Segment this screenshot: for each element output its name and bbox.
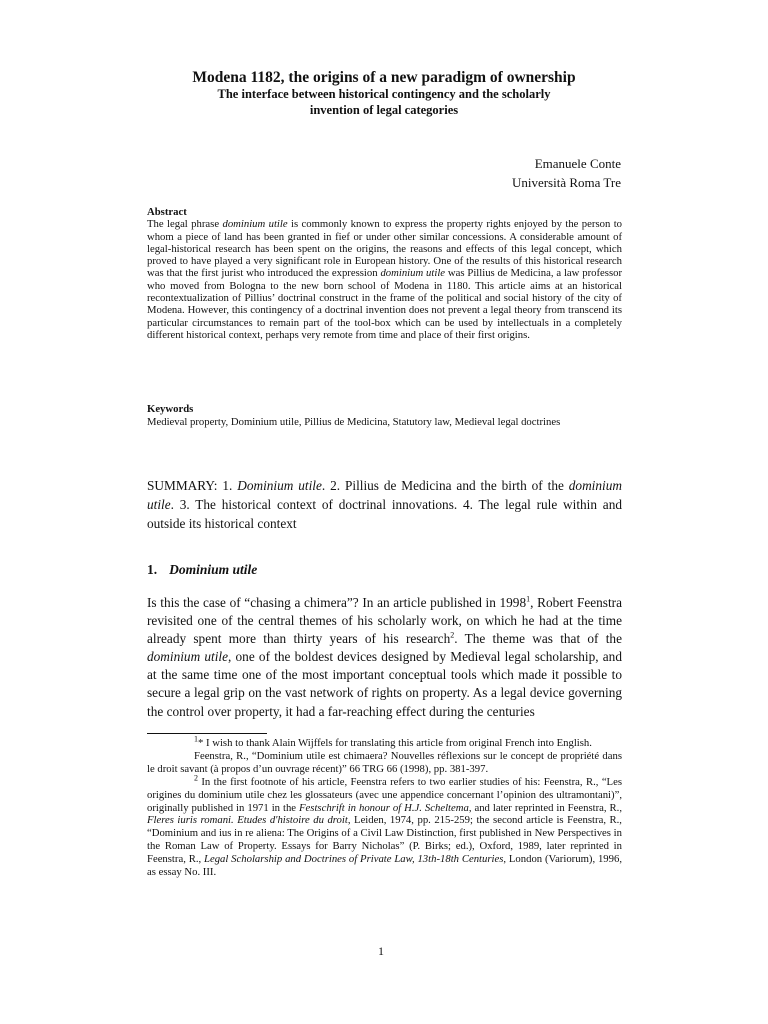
body-seg2: , Robert Feenstra revisited one of the central themes of his scholarly work, on which he had at the time already spent more than thirty years of his research [147,595,622,647]
abstract-seg2: is commonly known to express the property rights enjoyed by the person to whom a piece of land has been granted in fief or under other similar concessions. A considerable amount of legal-historical research has been spent on the origins, the reasons and effects of this legal concept, which proved to have played a very significant role in European history. One of the results of this historical research was that the first jurist who introduced the expression [147,218,623,280]
footnote-ref-2[interactable]: 2 [450,630,455,640]
summary-seg1: SUMMARY: 1. [147,478,238,493]
abstract-text [147,218,622,341]
author-name: Emanuele Conte [534,156,621,171]
author-affiliation: Università Roma Tre [511,175,621,190]
keywords [147,403,622,428]
abstract-seg3: was Pillius de Medicina, a law professor who moved from Bologna to the new born school of Modena in 1180. This article aims at an historical recontextualization of Pillius’ doctrinal construct in the frame of the political and social history of the city of Modena. However, this contingency of a doctrinal invention does not prevent a legal theory from transcend its particular circumstances to remain part of the tool-box which can be used by intellectuals in a completely different historical context, perhaps very remote from time and place of their first origins. [147,267,623,341]
footnote-2-em2: Fleres iuris romani. Etudes d'histoire du droit [147,814,348,827]
title-block [140,68,628,118]
footnote-2-seg2: , and later reprinted in Feenstra, R., [468,801,622,814]
footnote-2-seg3: , Leiden, 1974, pp. 215-259; the second article is Feenstra, R., “Dominium and ius in re aliena: The Origins of a Civil Law Distinction, first published in New Perspectives in the Roman Law of Property. Essays for Barry Nicholas” (P. Birks; ed.), Oxford, 1989, later reprinted in Feenstra, R., [147,814,622,866]
body-seg3: . The theme was that of the [454,631,622,647]
footnote-1-citation [147,750,622,776]
paper-subtitle-line1: The interface between historical contingency and the scholarly [217,87,551,101]
section-heading [147,562,257,578]
abstract [147,206,622,341]
abstract-heading: Abstract [147,206,187,218]
footnote-1-text: * I wish to thank Alain Wijffels for translating this article from original French into English. [198,737,592,749]
body-seg4: , one of the boldest devices designed by Medieval legal scholarship, and at the same time one of the most important conceptual tools which made it possible to secure a legal grip on the vast network of rights on property. As a legal device governing the control over property, it had a far-reaching effect during the centuries [147,649,622,719]
footnote-divider [147,733,267,734]
page-number: 1 [378,944,384,958]
paper-title: Modena 1182, the origins of a new paradigm of ownership [192,69,576,86]
body-paragraph [147,594,622,721]
summary-em1: Dominium utile [237,478,322,493]
footnote-1-citation-text: Feenstra, R., “Dominium utile est chimaera? Nouvelles réflexions sur le concept de propriété dans le droit savant (à propos d’un ouvrage récent)” 66 TRG 66 (1998), pp. 381-397. [147,749,622,775]
body-em1: dominium utile [147,649,229,665]
author-block [512,154,621,192]
summary-seg2: . 2. Pillius de Medicina and the birth of the [321,478,569,493]
footnote-1 [147,734,622,750]
keywords-text: Medieval property, Dominium utile, Pillius de Medicina, Statutory law, Medieval legal doctrines [147,415,561,428]
section-number: 1. [147,562,158,577]
paper-subtitle-line2: invention of legal categories [309,102,459,117]
footnote-2-seg4: , London (Variorum), 1996, as essay No. III. [147,853,623,879]
footnote-2-seg1: In the first footnote of his article, Feenstra refers to two earlier studies of his: Feenstra, R., “Les origines du dominium utile chez les glossateurs (avec une appendice concernant l’opinion des ultramontani)”, originally published in 1971 in the [147,775,622,814]
abstract-seg1: The legal phrase [147,218,223,231]
footnote-2-marker: 2 [194,773,198,783]
footnote-2-em1: Festschrift in honour of H.J. Scheltema [299,801,469,814]
summary-em2: dominium utile [147,478,622,512]
footnotes [147,734,623,879]
footnote-ref-1[interactable]: 1 [526,594,531,604]
abstract-em1: dominium utile [222,218,288,231]
footnote-2 [147,773,623,879]
keywords-heading: Keywords [147,403,194,415]
summary-seg3: . 3. The historical context of doctrinal innovations. 4. The legal rule within and outside its historical context [147,497,622,531]
section-title: Dominium utile [169,562,258,577]
footnote-2-em3: Legal Scholarship and Doctrines of Private Law, 13th-18th Centuries [204,853,504,866]
abstract-em2: dominium utile [380,267,446,280]
body-seg1: Is this the case of “chasing a chimera”? In an article published in 1998 [147,595,527,610]
summary [147,476,622,533]
footnote-1-marker: 1 [194,734,198,744]
